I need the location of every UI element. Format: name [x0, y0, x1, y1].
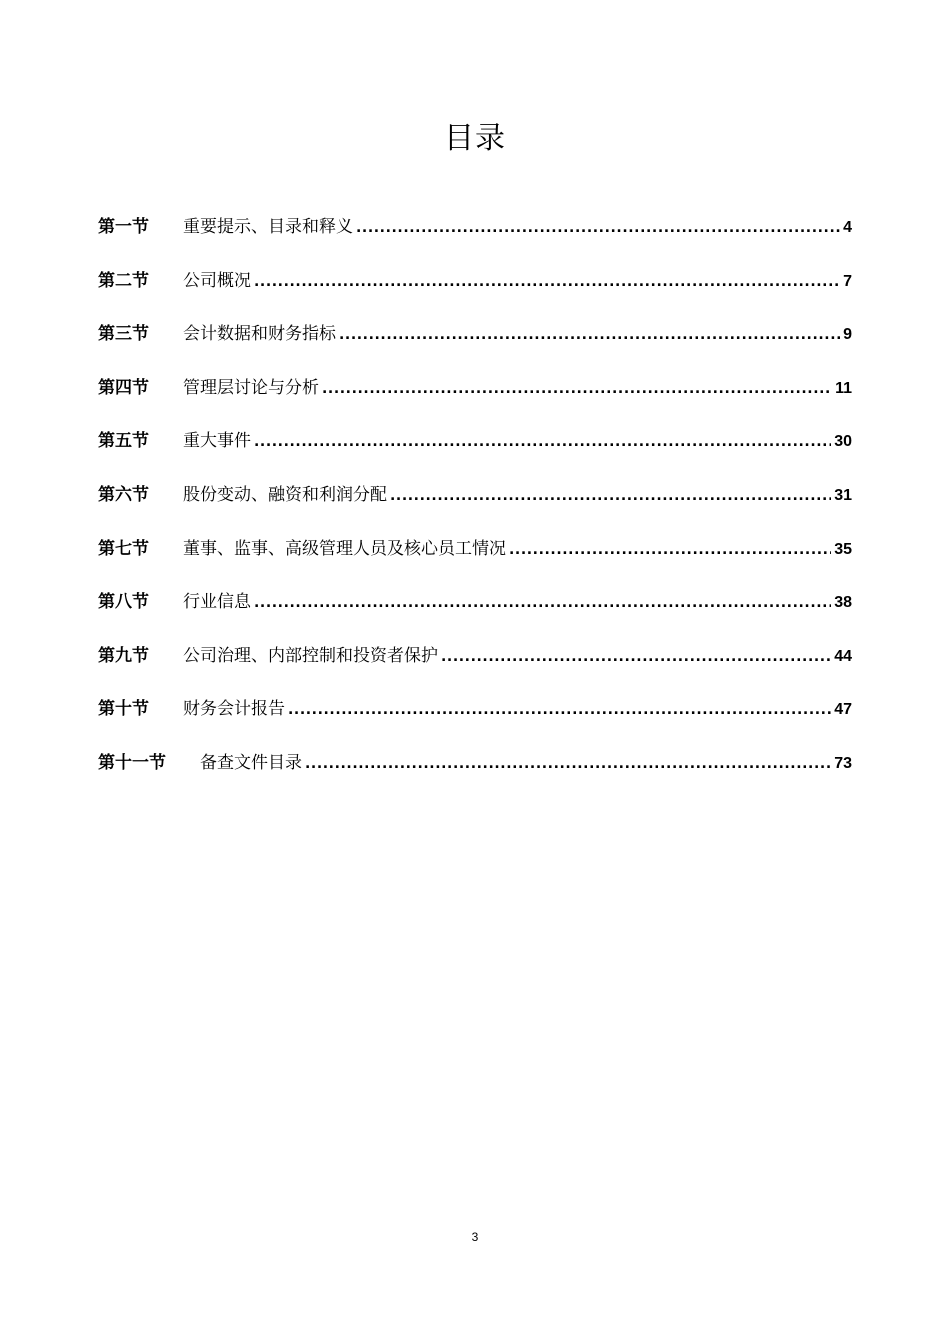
toc-entry[interactable]	[98, 483, 852, 537]
dot-leader	[339, 323, 840, 347]
toc-section-title: 财务会计报告	[183, 699, 285, 720]
toc-page-number: 30	[834, 433, 852, 451]
toc-page-number: 44	[834, 647, 852, 665]
toc-entry[interactable]	[98, 751, 852, 805]
toc-section-title: 会计数据和财务指标	[183, 324, 336, 345]
toc-section-title: 公司概况	[183, 270, 251, 291]
toc-section-number: 第八节	[98, 592, 149, 613]
toc-page-number: 73	[834, 754, 852, 772]
toc-entry[interactable]	[98, 429, 852, 483]
toc-entry[interactable]	[98, 644, 852, 698]
toc-section-title: 董事、监事、高级管理人员及核心员工情况	[183, 538, 506, 559]
dot-leader	[509, 538, 831, 562]
dot-leader	[305, 752, 831, 776]
toc-section-title: 备查文件目录	[200, 752, 302, 773]
dot-leader	[441, 645, 831, 669]
page-title: 目录	[444, 121, 506, 156]
toc-section-number: 第五节	[98, 431, 149, 452]
toc-page-number: 7	[843, 272, 852, 290]
toc-entry[interactable]	[98, 537, 852, 591]
toc-page-number: 4	[843, 219, 852, 236]
toc-entry[interactable]	[98, 322, 852, 376]
toc-section-number: 第七节	[98, 538, 149, 559]
toc-section-number: 第九节	[98, 645, 149, 666]
dot-leader	[254, 270, 840, 294]
toc-section-number: 第六节	[98, 484, 149, 505]
dot-leader	[254, 591, 831, 615]
dot-leader	[254, 430, 831, 454]
toc-section-title: 公司治理、内部控制和投资者保护	[183, 645, 438, 666]
toc-page-number: 38	[834, 594, 852, 612]
toc-section-number: 第三节	[98, 324, 149, 345]
toc-page-number: 9	[843, 326, 852, 344]
toc-page-number: 35	[834, 540, 852, 558]
toc-entry[interactable]	[98, 269, 852, 323]
toc-section-number: 第十一节	[98, 752, 166, 773]
toc-entry[interactable]	[98, 376, 852, 430]
toc-section-number: 第二节	[98, 270, 149, 291]
toc-section-title: 管理层讨论与分析	[183, 377, 319, 398]
toc-section-number: 第一节	[98, 217, 149, 237]
toc-entry[interactable]	[98, 590, 852, 644]
toc-section-number: 第十节	[98, 699, 149, 720]
toc-entry[interactable]	[98, 697, 852, 751]
dot-leader	[390, 484, 831, 508]
dot-leader	[288, 698, 831, 722]
toc-section-title: 行业信息	[183, 592, 251, 613]
toc-section-title: 重大事件	[183, 431, 251, 452]
toc-section-number: 第四节	[98, 377, 149, 398]
toc-page-number: 47	[834, 701, 852, 719]
toc-page-number: 31	[834, 486, 852, 504]
toc-page-number: 11	[835, 379, 852, 397]
toc-entry[interactable]	[98, 215, 852, 269]
toc-section-title: 重要提示、目录和释义	[183, 217, 353, 237]
dot-leader	[356, 216, 840, 240]
page-number: 3	[471, 1230, 479, 1244]
table-of-contents	[98, 215, 852, 805]
toc-section-title: 股份变动、融资和利润分配	[183, 484, 387, 505]
dot-leader	[322, 377, 832, 401]
